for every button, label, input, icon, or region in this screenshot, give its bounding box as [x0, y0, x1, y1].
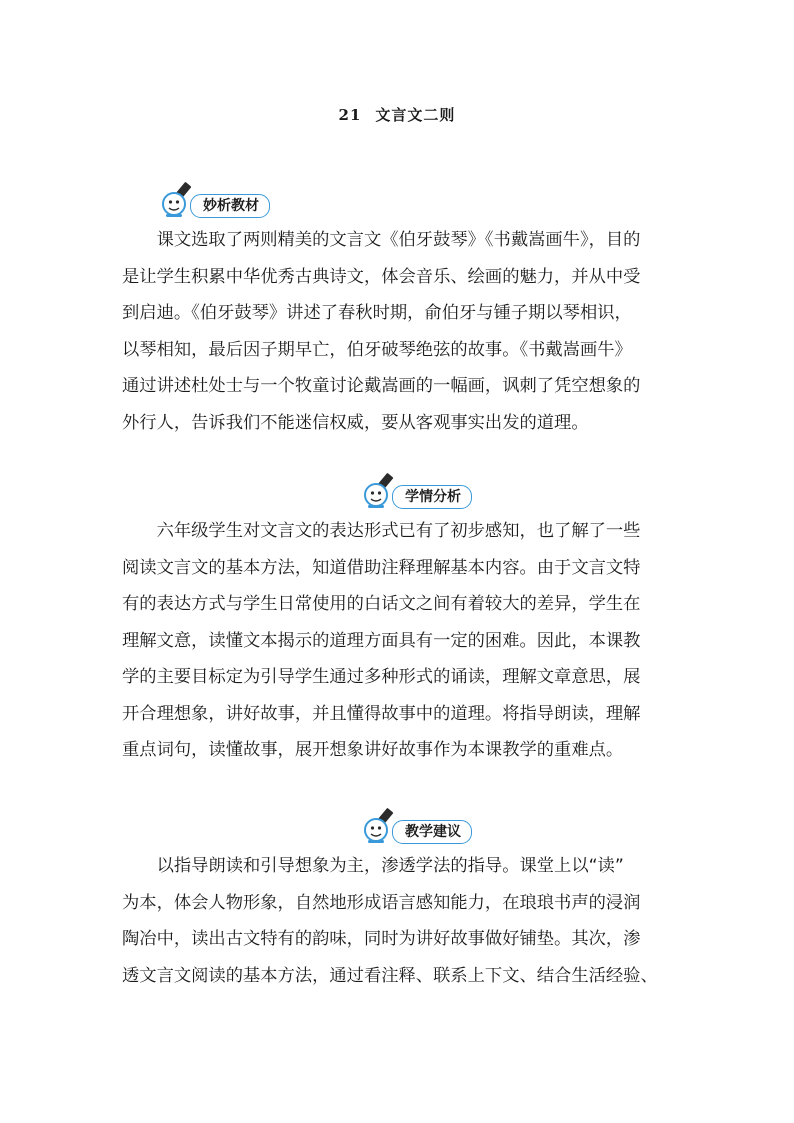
section-heading-label: 学情分析 — [392, 485, 472, 509]
text-line: 有的表达方式与学生日常使用的白话文之间有着较大的差异，学生在 — [122, 594, 641, 614]
section-heading-label: 妙析教材 — [190, 194, 270, 218]
section-paragraph-xueqing — [122, 513, 678, 769]
text-line: 陶冶中，读出古文特有的韵味，同时为讲好故事做好铺垫。其次，渗 — [122, 929, 641, 949]
section-heading-miaoxi — [158, 180, 308, 218]
text-line: 学的主要目标定为引导学生通过多种形式的诵读，理解文章意思，展 — [122, 667, 641, 687]
lesson-number: 21 — [338, 106, 362, 124]
text-line: 外行人，告诉我们不能迷信权威，要从客观事实出发的道理。 — [122, 412, 589, 433]
text-line: 为本，体会人物形象，自然地形成语言感知能力，在琅琅书声的浸润 — [122, 892, 641, 913]
section-heading-jiaoxue — [360, 806, 510, 844]
text-line: 六年级学生对文言文的表达形式已有了初步感知，也了解了一些 — [122, 521, 641, 541]
lesson-name: 文言文二则 — [375, 106, 456, 124]
text-line: 是让学生积累中华优秀古典诗文，体会音乐、绘画的魅力，并从中受 — [122, 266, 641, 287]
text-line: 以琴相知，最后因子期早亡，伯牙破琴绝弦的故事。《书戴嵩画牛》 — [122, 339, 632, 360]
text-line: 通过讲述杜处士与一个牧童讨论戴嵩画的一幅画，讽刺了凭空想象的 — [122, 376, 641, 396]
text-line: 开合理想象，讲好故事，并且懂得故事中的道理。将指导朗读，理解 — [122, 703, 641, 724]
text-line: 课文选取了两则精美的文言文《伯牙鼓琴》《书戴嵩画牛》，目的 — [122, 230, 641, 250]
text-line: 到启迪。《伯牙鼓琴》讲述了春秋时期，俞伯牙与锺子期以琴相识， — [122, 303, 632, 323]
section-heading-xueqing — [360, 471, 510, 509]
text-line: 重点词句，读懂故事，展开想象讲好故事作为本课教学的重难点。 — [122, 740, 624, 760]
text-line: 以指导朗读和引导想象为主，渗透学法的指导。课堂上以“读” — [122, 856, 624, 876]
text-line: 理解文意，读懂文本揭示的道理方面具有一定的困难。因此，本课教 — [122, 630, 641, 651]
section-paragraph-miaoxi — [122, 222, 678, 441]
text-line: 透文言文阅读的基本方法，通过看注释、联系上下文、结合生活经验、 — [122, 965, 658, 986]
text-line: 阅读文言文的基本方法，知道借助注释理解基本内容。由于文言文特 — [122, 557, 641, 578]
lesson-title — [0, 104, 794, 125]
section-heading-label: 教学建议 — [392, 820, 472, 844]
section-paragraph-jiaoxue — [122, 848, 678, 994]
